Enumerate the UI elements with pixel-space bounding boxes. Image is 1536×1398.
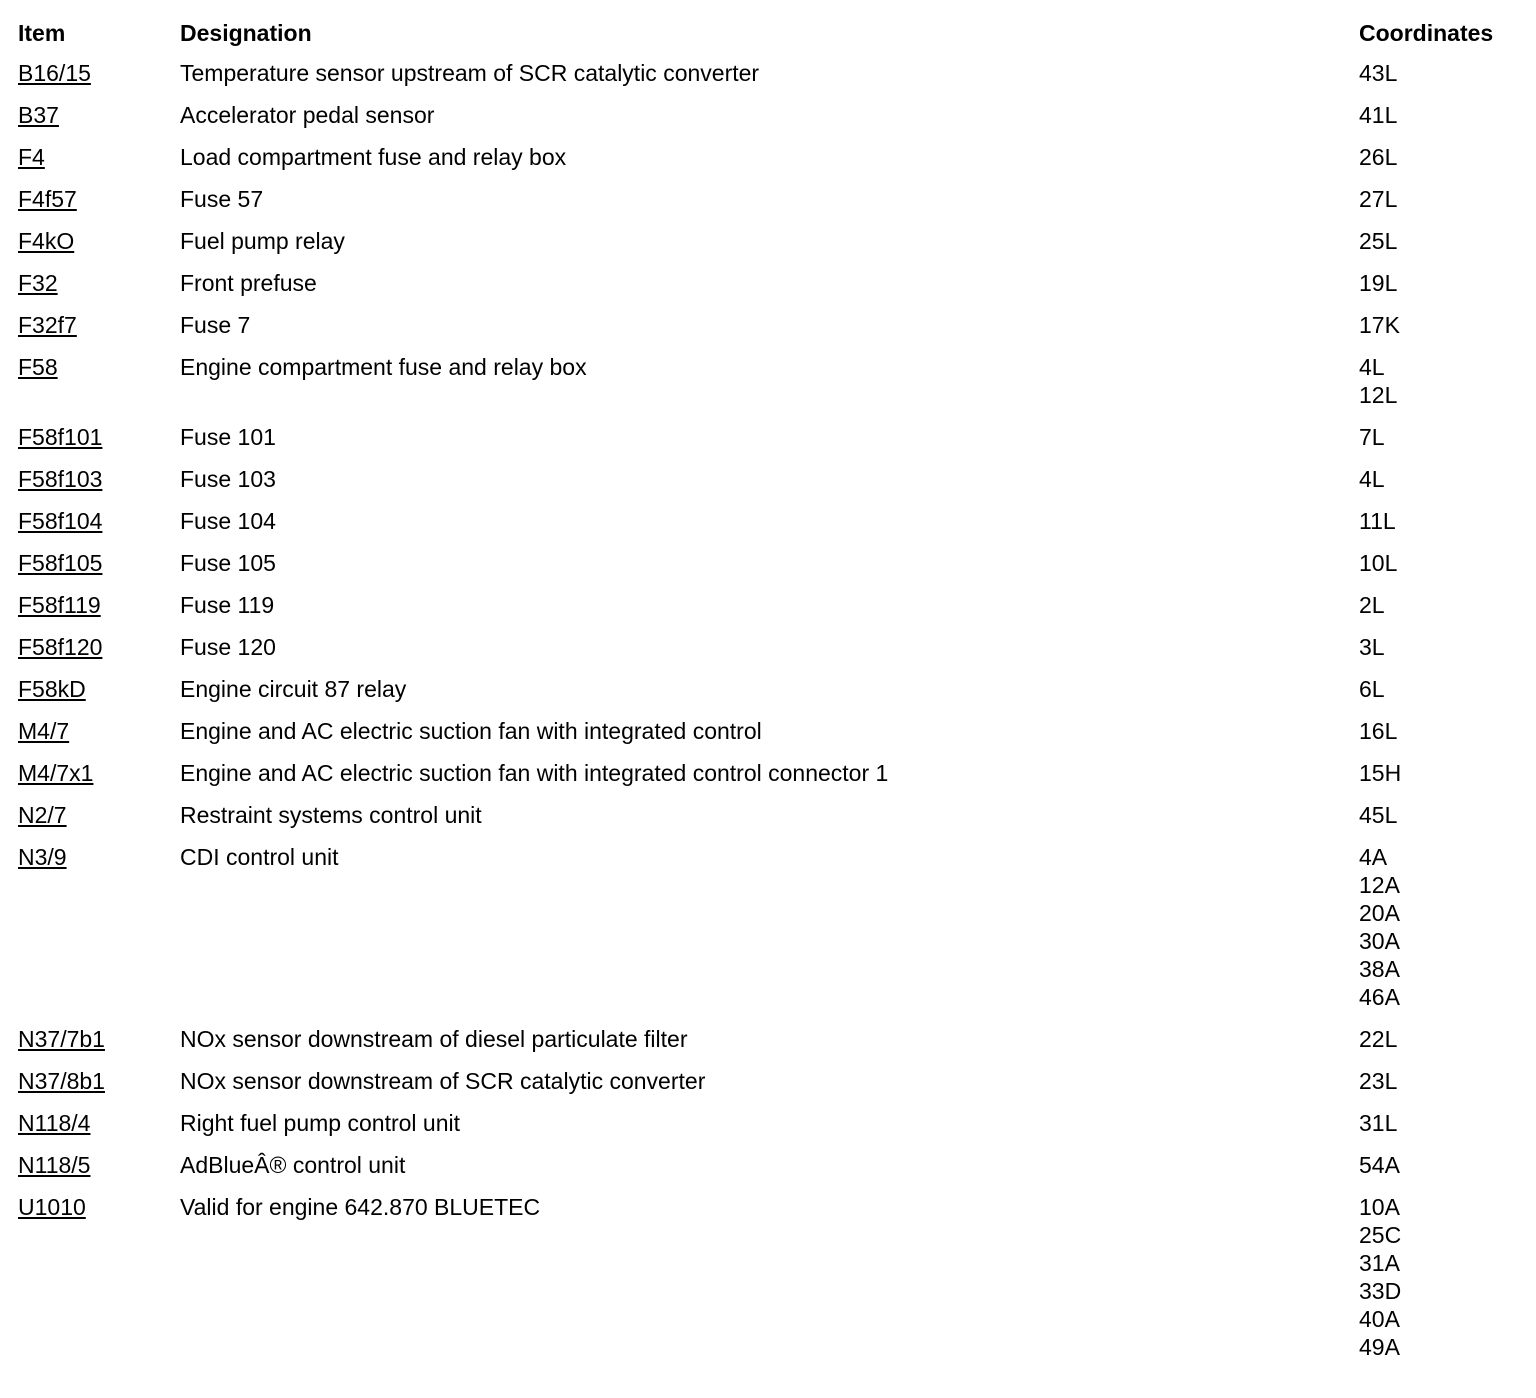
table-row	[18, 1193, 1518, 1375]
designation-cell: Valid for engine 642.870 BLUETEC	[180, 1194, 541, 1220]
item-cell	[18, 717, 180, 745]
coordinate-value: 54A	[1359, 1152, 1400, 1178]
coordinate-value: 20A	[1359, 900, 1400, 926]
item-cell	[18, 353, 180, 381]
coordinate-value: 2L	[1359, 592, 1385, 618]
item-link[interactable]: F58f104	[18, 508, 103, 534]
item-link[interactable]: F4f57	[18, 186, 77, 212]
coordinate-value: 3L	[1359, 634, 1385, 660]
component-legend-table	[18, 17, 1518, 1375]
header-coordinates: Coordinates	[1359, 20, 1494, 46]
coordinate-value: 46A	[1359, 984, 1400, 1010]
coordinate-value: 31L	[1359, 1110, 1398, 1136]
item-link[interactable]: N37/7b1	[18, 1026, 105, 1052]
coordinate-value: 25C	[1359, 1222, 1402, 1248]
coordinate-value: 10A	[1359, 1194, 1400, 1220]
coordinate-value: 6L	[1359, 676, 1385, 702]
item-link[interactable]: N2/7	[18, 802, 67, 828]
item-cell	[18, 1151, 180, 1179]
designation-cell: Fuse 104	[180, 508, 276, 534]
table-header	[18, 17, 1518, 59]
item-link[interactable]: F4kO	[18, 228, 75, 254]
table-row	[18, 311, 1518, 353]
coordinates-cell	[1359, 1151, 1518, 1179]
coordinates-cell	[1359, 59, 1518, 87]
designation-cell: Engine circuit 87 relay	[180, 676, 407, 702]
header-item: Item	[18, 20, 66, 46]
coordinate-value: 19L	[1359, 270, 1398, 296]
coordinate-value: 12A	[1359, 872, 1400, 898]
item-link[interactable]: N118/5	[18, 1152, 91, 1178]
coordinates-cell	[1359, 591, 1518, 619]
designation-cell: Fuse 105	[180, 550, 276, 576]
designation-cell: Fuse 101	[180, 424, 276, 450]
item-cell	[18, 1193, 180, 1221]
coordinate-value: 30A	[1359, 928, 1400, 954]
designation-cell: Fuse 119	[180, 592, 275, 618]
coordinate-value: 43L	[1359, 60, 1398, 86]
coordinates-cell	[1359, 843, 1518, 1011]
coordinates-cell	[1359, 675, 1518, 703]
coordinate-value: 11L	[1359, 508, 1396, 534]
designation-cell: NOx sensor downstream of SCR catalytic converter	[180, 1068, 706, 1094]
coordinate-value: 40A	[1359, 1306, 1400, 1332]
coordinate-value: 45L	[1359, 802, 1398, 828]
item-link[interactable]: B16/15	[18, 60, 91, 86]
item-link[interactable]: N3/9	[18, 844, 67, 870]
designation-cell: Restraint systems control unit	[180, 802, 482, 828]
coordinate-value: 26L	[1359, 144, 1398, 170]
item-cell	[18, 101, 180, 129]
item-cell	[18, 801, 180, 829]
table-row	[18, 843, 1518, 1025]
designation-cell: Front prefuse	[180, 270, 317, 296]
coordinate-value: 27L	[1359, 186, 1398, 212]
item-cell	[18, 1109, 180, 1137]
coordinate-value: 49A	[1359, 1334, 1400, 1360]
designation-cell: Temperature sensor upstream of SCR catalytic converter	[180, 60, 760, 86]
item-link[interactable]: F58f119	[18, 592, 101, 618]
item-link[interactable]: N37/8b1	[18, 1068, 105, 1094]
item-link[interactable]: F32f7	[18, 312, 77, 338]
coordinates-cell	[1359, 1025, 1518, 1053]
table-row	[18, 353, 1518, 423]
coordinates-cell	[1359, 269, 1518, 297]
item-link[interactable]: N118/4	[18, 1110, 91, 1136]
coordinates-cell	[1359, 101, 1518, 129]
table-row	[18, 633, 1518, 675]
coordinate-value: 17K	[1359, 312, 1400, 338]
table-row	[18, 423, 1518, 465]
item-link[interactable]: F58	[18, 354, 58, 380]
item-cell	[18, 507, 180, 535]
table-row	[18, 549, 1518, 591]
item-cell	[18, 1067, 180, 1095]
table-row	[18, 801, 1518, 843]
item-cell	[18, 227, 180, 255]
item-cell	[18, 675, 180, 703]
coordinates-cell	[1359, 311, 1518, 339]
table-row	[18, 1109, 1518, 1151]
coordinate-value: 4A	[1359, 844, 1388, 870]
coordinates-cell	[1359, 507, 1518, 535]
coordinates-cell	[1359, 227, 1518, 255]
coordinates-cell	[1359, 353, 1518, 409]
table-row	[18, 507, 1518, 549]
coordinates-cell	[1359, 1193, 1518, 1361]
table-body	[18, 59, 1518, 1375]
coordinates-cell	[1359, 801, 1518, 829]
table-row	[18, 59, 1518, 101]
designation-cell: Fuse 7	[180, 312, 251, 338]
coordinates-cell	[1359, 549, 1518, 577]
table-row	[18, 1067, 1518, 1109]
item-link[interactable]: M4/7	[18, 718, 70, 744]
item-link[interactable]: F58f101	[18, 424, 103, 450]
coordinate-value: 16L	[1359, 718, 1398, 744]
item-cell	[18, 423, 180, 451]
coordinate-value: 33D	[1359, 1278, 1402, 1304]
designation-cell: NOx sensor downstream of diesel particulate filter	[180, 1026, 688, 1052]
coordinates-cell	[1359, 1067, 1518, 1095]
designation-cell: Fuse 57	[180, 186, 264, 212]
coordinates-cell	[1359, 143, 1518, 171]
coordinates-cell	[1359, 185, 1518, 213]
designation-cell: Engine compartment fuse and relay box	[180, 354, 587, 380]
item-cell	[18, 465, 180, 493]
table-row	[18, 759, 1518, 801]
coordinate-value: 41L	[1359, 102, 1398, 128]
coordinate-value: 38A	[1359, 956, 1400, 982]
designation-cell: Fuse 103	[180, 466, 276, 492]
item-link[interactable]: F58f105	[18, 550, 103, 576]
coordinate-value: 4L	[1359, 354, 1385, 380]
item-link[interactable]: F4	[18, 144, 45, 170]
coordinate-value: 12L	[1359, 382, 1398, 408]
table-row	[18, 101, 1518, 143]
table-row	[18, 591, 1518, 633]
item-cell	[18, 549, 180, 577]
designation-cell: Right fuel pump control unit	[180, 1110, 460, 1136]
table-row	[18, 143, 1518, 185]
table-row	[18, 675, 1518, 717]
coordinate-value: 22L	[1359, 1026, 1398, 1052]
item-cell	[18, 843, 180, 871]
item-link[interactable]: M4/7x1	[18, 760, 94, 786]
designation-cell: Fuse 120	[180, 634, 276, 660]
item-cell	[18, 143, 180, 171]
coordinate-value: 10L	[1359, 550, 1398, 576]
designation-cell: Engine and AC electric suction fan with integrated control connector 1	[180, 760, 889, 786]
designation-cell: Load compartment fuse and relay box	[180, 144, 567, 170]
item-link[interactable]: F58f120	[18, 634, 103, 660]
coordinate-value: 31A	[1359, 1250, 1400, 1276]
coordinates-cell	[1359, 633, 1518, 661]
coordinates-cell	[1359, 465, 1518, 493]
item-link[interactable]: F58kD	[18, 676, 86, 702]
table-row	[18, 465, 1518, 507]
table-row	[18, 1025, 1518, 1067]
header-designation: Designation	[180, 20, 312, 46]
designation-cell: Engine and AC electric suction fan with integrated control	[180, 718, 762, 744]
table-row	[18, 185, 1518, 227]
coordinates-cell	[1359, 1109, 1518, 1137]
item-cell	[18, 759, 180, 787]
item-cell	[18, 1025, 180, 1053]
item-link[interactable]: B37	[18, 102, 59, 128]
item-cell	[18, 591, 180, 619]
item-cell	[18, 633, 180, 661]
coordinate-value: 7L	[1359, 424, 1385, 450]
coordinate-value: 4L	[1359, 466, 1385, 492]
coordinates-cell	[1359, 423, 1518, 451]
coordinate-value: 23L	[1359, 1068, 1398, 1094]
table-row	[18, 717, 1518, 759]
item-cell	[18, 59, 180, 87]
designation-cell: Fuel pump relay	[180, 228, 345, 254]
table-row	[18, 227, 1518, 269]
table-row	[18, 269, 1518, 311]
coordinates-cell	[1359, 759, 1518, 787]
item-cell	[18, 185, 180, 213]
item-link[interactable]: F32	[18, 270, 58, 296]
item-link[interactable]: F58f103	[18, 466, 103, 492]
item-cell	[18, 311, 180, 339]
item-link[interactable]: U1010	[18, 1194, 86, 1220]
designation-cell: CDI control unit	[180, 844, 339, 870]
coordinate-value: 25L	[1359, 228, 1398, 254]
coordinates-cell	[1359, 717, 1518, 745]
item-cell	[18, 269, 180, 297]
table-row	[18, 1151, 1518, 1193]
designation-cell: Accelerator pedal sensor	[180, 102, 435, 128]
designation-cell: AdBlueÂ® control unit	[180, 1152, 406, 1178]
coordinate-value: 15H	[1359, 760, 1402, 786]
